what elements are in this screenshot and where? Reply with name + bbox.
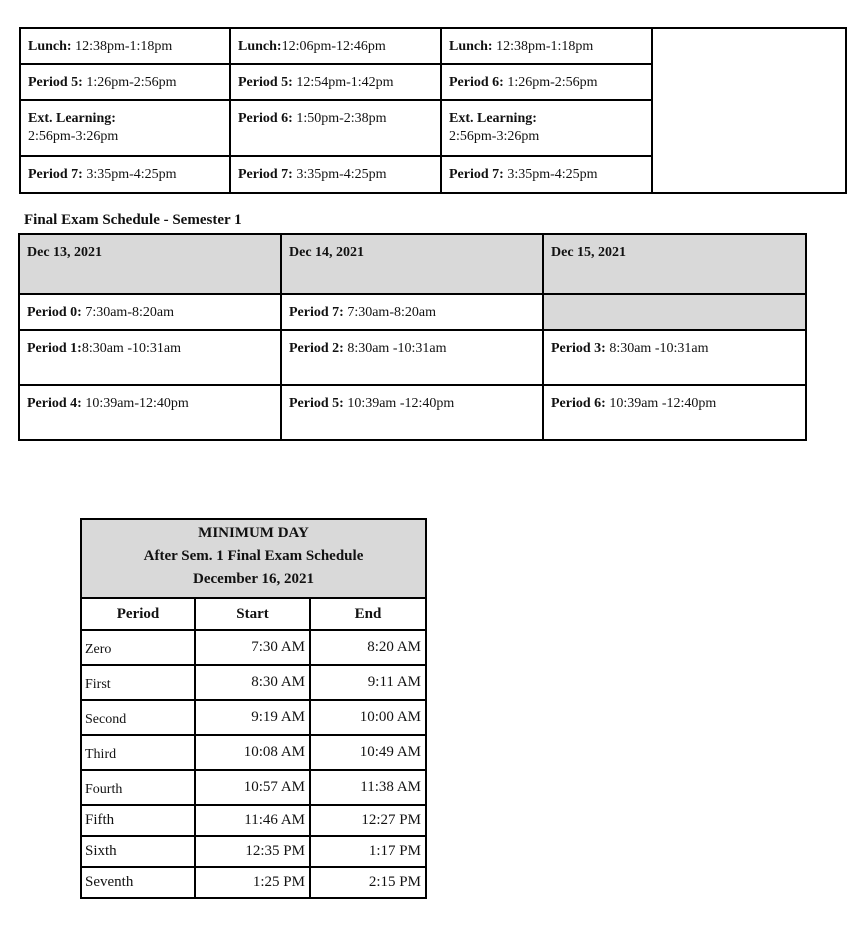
end-time: 11:38 AM bbox=[310, 770, 426, 805]
schedule-cell: Lunch: 12:38pm-1:18pm bbox=[441, 28, 652, 64]
table-row bbox=[81, 665, 426, 700]
period-name: First bbox=[81, 665, 195, 700]
end-time: 2:15 PM bbox=[310, 867, 426, 898]
exam-cell: Period 5: 10:39am -12:40pm bbox=[281, 385, 543, 440]
table-header-row bbox=[81, 598, 426, 630]
end-time: 10:49 AM bbox=[310, 735, 426, 770]
schedule-cell: Period 6: 1:50pm-2:38pm bbox=[230, 100, 441, 156]
start-time: 8:30 AM bbox=[195, 665, 310, 700]
table-row bbox=[19, 385, 806, 440]
table-row bbox=[20, 28, 846, 64]
exam-cell: Period 2: 8:30am -10:31am bbox=[281, 330, 543, 385]
title-line: December 16, 2021 bbox=[193, 571, 314, 587]
exam-cell: Period 4: 10:39am-12:40pm bbox=[19, 385, 281, 440]
period-name: Fifth bbox=[81, 805, 195, 836]
schedule-cell: Period 5: 12:54pm-1:42pm bbox=[230, 64, 441, 100]
column-header-end: End bbox=[310, 598, 426, 630]
table-row bbox=[81, 700, 426, 735]
schedule-cell: Lunch:12:06pm-12:46pm bbox=[230, 28, 441, 64]
day-header: Dec 13, 2021 bbox=[19, 234, 281, 294]
table-row bbox=[19, 294, 806, 330]
exam-cell: Period 1:8:30am -10:31am bbox=[19, 330, 281, 385]
day-header: Dec 14, 2021 bbox=[281, 234, 543, 294]
start-time: 1:25 PM bbox=[195, 867, 310, 898]
end-time: 9:11 AM bbox=[310, 665, 426, 700]
end-time: 8:20 AM bbox=[310, 630, 426, 665]
schedule-cell: Ext. Learning: 2:56pm-3:26pm bbox=[20, 100, 230, 156]
table-row bbox=[81, 805, 426, 836]
period-name: Fourth bbox=[81, 770, 195, 805]
column-header-period: Period bbox=[81, 598, 195, 630]
exam-cell: Period 6: 10:39am -12:40pm bbox=[543, 385, 806, 440]
table-row bbox=[81, 770, 426, 805]
table-row bbox=[81, 630, 426, 665]
minimum-day-table bbox=[80, 518, 427, 899]
exam-cell: Period 0: 7:30am-8:20am bbox=[19, 294, 281, 330]
day-header: Dec 15, 2021 bbox=[543, 234, 806, 294]
end-time: 1:17 PM bbox=[310, 836, 426, 867]
final-exam-title: Final Exam Schedule - Semester 1 bbox=[24, 212, 242, 228]
schedule-cell: Period 7: 3:35pm-4:25pm bbox=[441, 156, 652, 193]
exam-cell: Period 7: 7:30am-8:20am bbox=[281, 294, 543, 330]
table-row bbox=[19, 330, 806, 385]
table-header-row bbox=[19, 234, 806, 294]
title-line: MINIMUM DAY bbox=[198, 525, 309, 541]
period-name: Third bbox=[81, 735, 195, 770]
final-exam-table bbox=[18, 233, 807, 441]
empty-cell bbox=[543, 294, 806, 330]
table-row bbox=[81, 867, 426, 898]
table-row bbox=[81, 836, 426, 867]
schedule-cell: Ext. Learning: 2:56pm-3:26pm bbox=[441, 100, 652, 156]
schedule-cell: Period 6: 1:26pm-2:56pm bbox=[441, 64, 652, 100]
schedule-cell: Period 7: 3:35pm-4:25pm bbox=[20, 156, 230, 193]
start-time: 11:46 AM bbox=[195, 805, 310, 836]
empty-cell bbox=[652, 28, 846, 193]
end-time: 10:00 AM bbox=[310, 700, 426, 735]
start-time: 10:08 AM bbox=[195, 735, 310, 770]
start-time: 9:19 AM bbox=[195, 700, 310, 735]
period-name: Second bbox=[81, 700, 195, 735]
period-name: Seventh bbox=[81, 867, 195, 898]
period-name: Sixth bbox=[81, 836, 195, 867]
title-line: After Sem. 1 Final Exam Schedule bbox=[143, 548, 364, 564]
start-time: 10:57 AM bbox=[195, 770, 310, 805]
start-time: 7:30 AM bbox=[195, 630, 310, 665]
column-header-start: Start bbox=[195, 598, 310, 630]
exam-cell: Period 3: 8:30am -10:31am bbox=[543, 330, 806, 385]
schedule-cell: Period 7: 3:35pm-4:25pm bbox=[230, 156, 441, 193]
minimum-day-title-row bbox=[81, 519, 426, 598]
period-name: Zero bbox=[81, 630, 195, 665]
bell-schedule-table bbox=[19, 27, 847, 194]
schedule-cell: Lunch: 12:38pm-1:18pm bbox=[20, 28, 230, 64]
minimum-day-title bbox=[81, 519, 426, 598]
table-row bbox=[81, 735, 426, 770]
end-time: 12:27 PM bbox=[310, 805, 426, 836]
start-time: 12:35 PM bbox=[195, 836, 310, 867]
schedule-cell: Period 5: 1:26pm-2:56pm bbox=[20, 64, 230, 100]
